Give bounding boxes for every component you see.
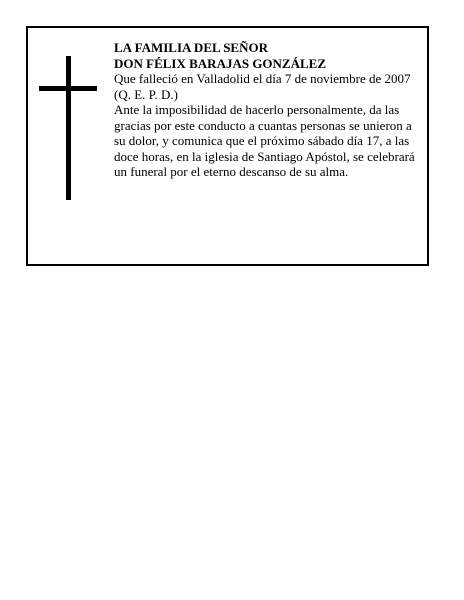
notice-body: Ante la imposibilidad de hacerlo personalmente, da las gracias por este conducto a cuantas personas se unieron a su dolor, y comunica que el próximo sábado día 17, a las doce horas, en la iglesia de Santiago Apóstol, se celebrará un funeral por el eterno descanso de su alma. xyxy=(114,102,415,179)
heading-deceased-name: DON FÉLIX BARAJAS GONZÁLEZ xyxy=(114,55,327,71)
cross-vertical-bar xyxy=(66,56,71,200)
notice-text xyxy=(114,40,420,180)
obituary-notice xyxy=(26,26,429,266)
death-date-line: Que falleció en Valladolid el día 7 de noviembre de 2007 xyxy=(114,71,411,86)
heading-family: LA FAMILIA DEL SEÑOR xyxy=(114,40,268,55)
rip-line: (Q. E. P. D.) xyxy=(114,86,178,102)
cross-horizontal-bar xyxy=(39,86,97,91)
